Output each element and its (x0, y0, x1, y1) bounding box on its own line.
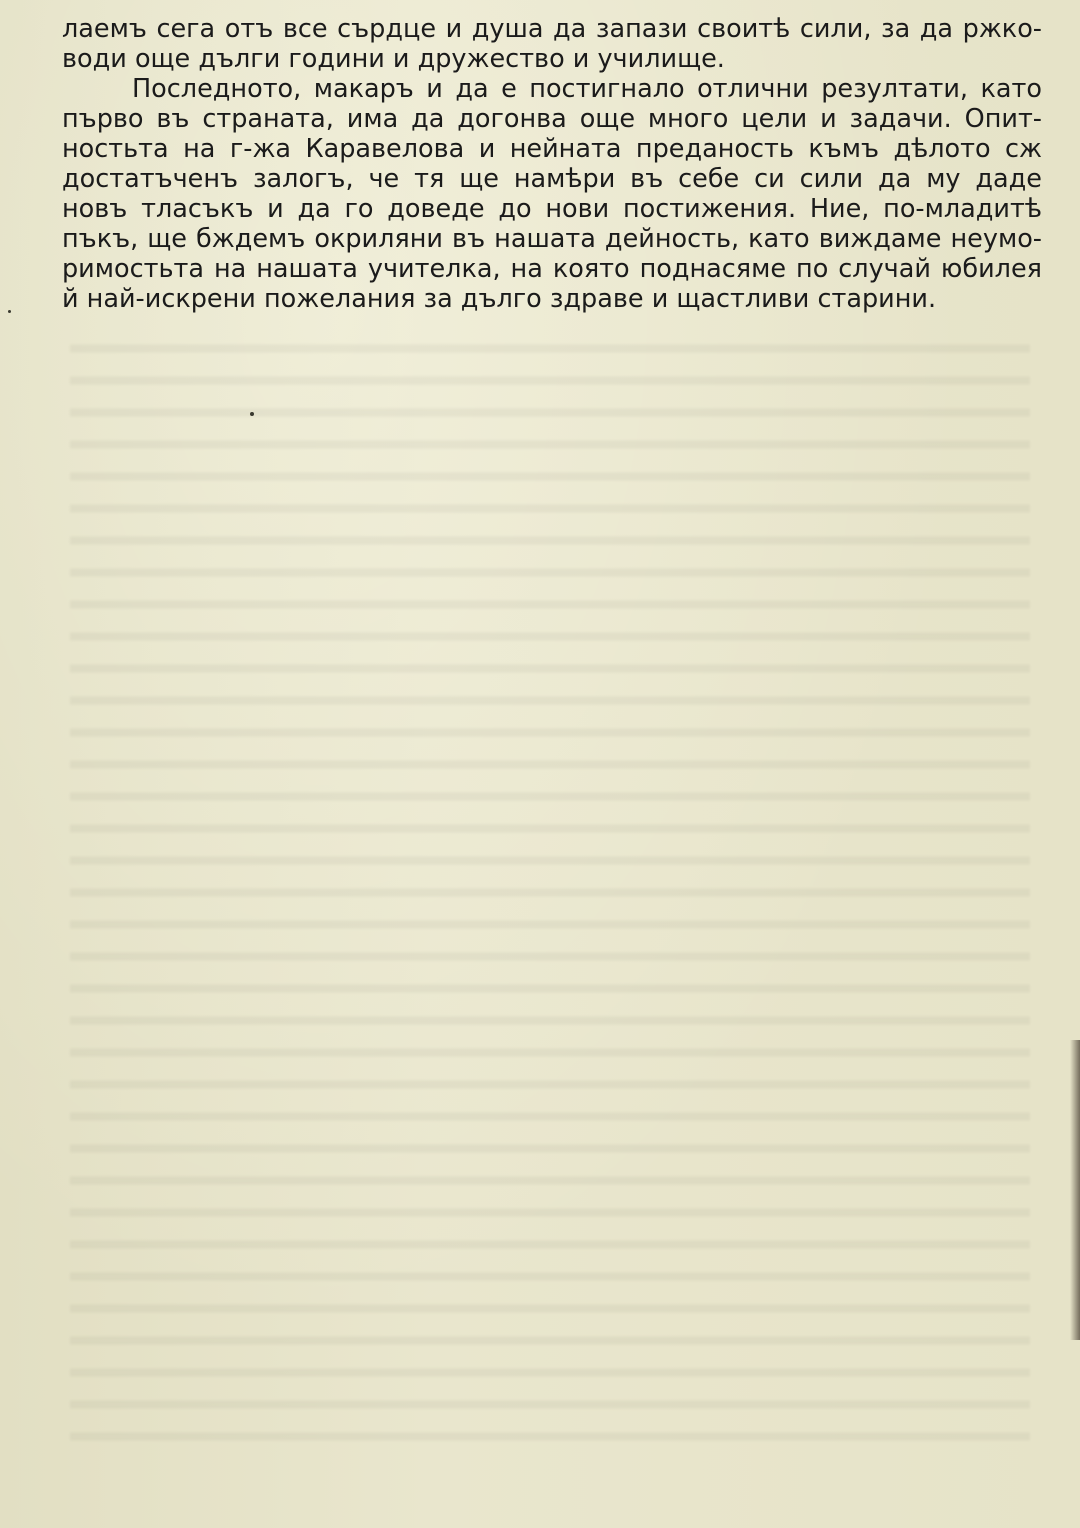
text-line: новъ тласъкъ и да го доведе до нови постижения. Ние, по-младитѣ (62, 194, 1042, 224)
page-edge-shadow (1070, 1040, 1080, 1340)
text-line: първо въ страната, има да догонва още много цели и задачи. Опит- (62, 104, 1042, 134)
paper-speck (8, 310, 11, 313)
text-line: римостьта на нашата учителка, на която поднасяме по случай юбилея (62, 254, 1042, 284)
text-line: Последното, макаръ и да е постигнало отлични резултати, като (132, 74, 1042, 104)
text-line: води още дълги години и дружество и училище. (62, 44, 725, 74)
body-text (62, 14, 1042, 314)
text-line: ностьта на г-жа Каравелова и нейната преданость къмъ дѣлото сж (62, 134, 1042, 164)
paper-speck (250, 412, 254, 416)
reverse-side-show-through (70, 330, 1030, 1460)
text-line: пъкъ, ще бждемъ окриляни въ нашата дейность, като виждаме неумо- (62, 224, 1042, 254)
text-line: й най-искрени пожелания за дълго здраве и щастливи старини. (62, 284, 937, 314)
text-line: достатъченъ залогъ, че тя ще намѣри въ себе си сили да му даде (62, 164, 1042, 194)
text-line: лаемъ сега отъ все сърдце и душа да запази своитѣ сили, за да ржко- (62, 14, 1042, 44)
